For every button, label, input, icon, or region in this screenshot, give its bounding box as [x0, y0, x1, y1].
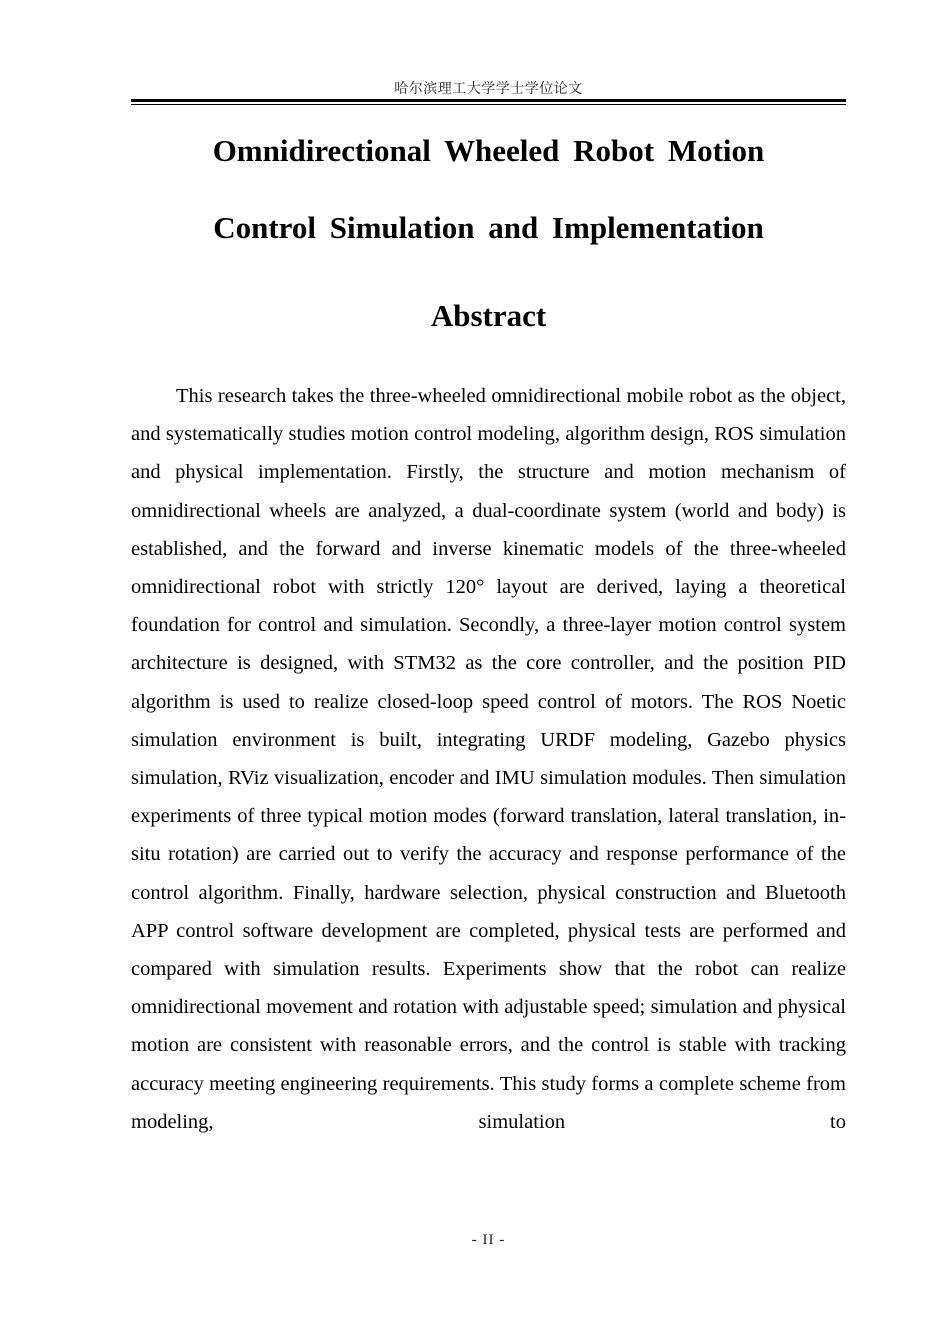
page-number: - II -: [471, 1232, 506, 1248]
abstract-paragraph: This research takes the three-wheeled omnidirectional mobile robot as the object, and systematically studies motion control modeling, algorithm design, ROS simulation and physical implementation. Firstly, the structure and motion mechanism of omnidirectional wheels are analyzed, a dual-coordinate system (world and body) is established, and the forward and inverse kinematic models of the three-wheeled omnidirectional robot with strictly 120° layout are derived, laying a theoretical foundation for control and simulation. Secondly, a three-layer motion control system architecture is designed, with STM32 as the core controller, and the position PID algorithm is used to realize closed-loop speed control of motors. The ROS Noetic simulation environment is built, integrating URDF modeling, Gazebo physics simulation, RViz visualization, encoder and IMU simulation modules. Then simulation experiments of three typical motion modes (forward translation, lateral translation, in-situ rotation) are carried out to verify the accuracy and response performance of the control algorithm. Finally, hardware selection, physical construction and Bluetooth APP control software development are completed, physical tests are performed and compared with simulation results. Experiments show that the robot can realize omnidirectional movement and rotation with adjustable speed; simulation and physical motion are consistent with reasonable errors, and the control is stable with tracking accuracy meeting engineering requirements. This study forms a complete scheme from modeling, simulation to: [131, 385, 846, 1133]
header-rule-thick: [131, 99, 846, 102]
abstract-heading: Abstract: [430, 298, 547, 333]
thesis-title: [131, 112, 846, 266]
running-header: 哈尔滨理工大学学士学位论文: [394, 81, 583, 97]
title-line-2: Control Simulation and Implementation: [213, 210, 764, 245]
title-line-1: Omnidirectional Wheeled Robot Motion: [212, 133, 765, 168]
header-rule-thin: [131, 104, 846, 105]
